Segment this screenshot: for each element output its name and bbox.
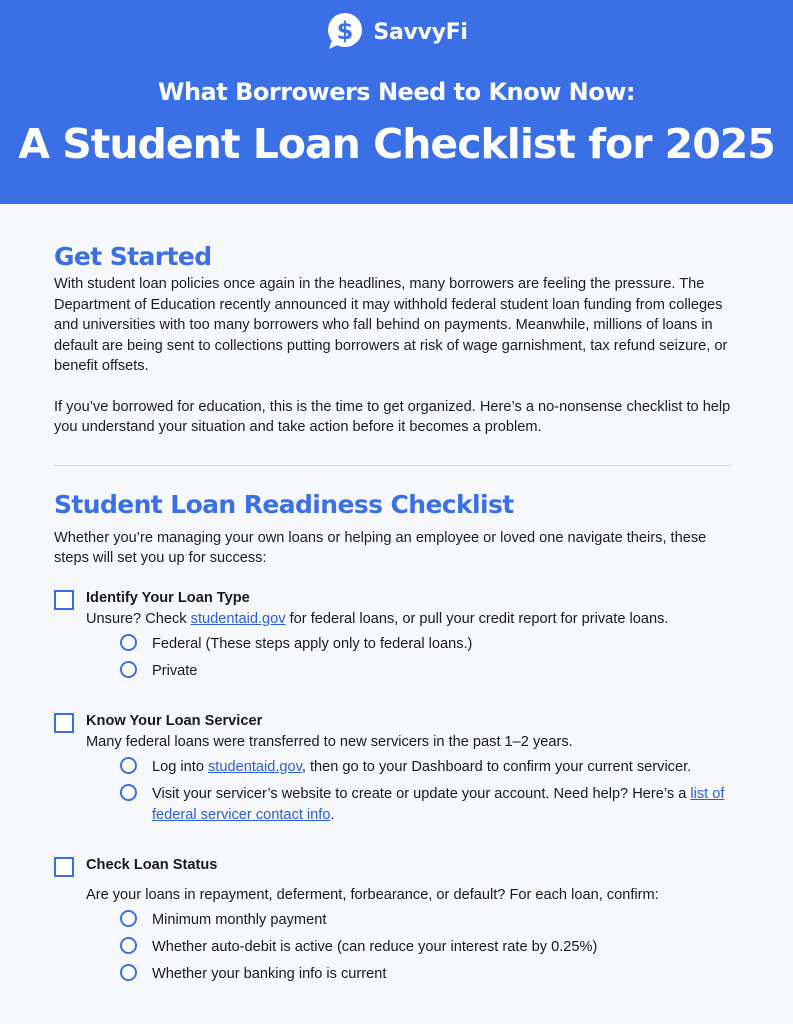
option-label: Federal (These steps apply only to federal loans.) (152, 635, 473, 652)
item-title: Identify Your Loan Type (86, 589, 250, 606)
option-label: . (330, 806, 335, 823)
option-login (120, 757, 734, 778)
chat-bubble-dollar-icon (325, 12, 365, 52)
radio-private[interactable] (120, 661, 137, 678)
svg-text:$: $ (337, 17, 354, 45)
radio-visit-servicer[interactable] (120, 784, 137, 801)
option-private (120, 661, 734, 682)
studentaid-link[interactable]: studentaid.gov (208, 758, 302, 775)
option-label: Whether auto-debit is active (can reduce your interest rate by 0.25%) (152, 938, 598, 955)
option-label: Visit your servicer’s website to create or update your account. Need help? Here’s a (152, 785, 691, 802)
desc-text: Unsure? Check (86, 610, 191, 627)
checkbox-servicer[interactable] (54, 713, 74, 733)
option-label: Log into (152, 758, 208, 775)
option-visit-servicer (120, 784, 734, 826)
get-started-paragraph-1: With student loan policies once again in the headlines, many borrowers are feeling the pressure. The Department of Education recently announced it may withhold federal student loan funding from colleges and universities with too many borrowers who fall behind on payments. Meanwhile, millions of loans in default are being sent to collections putting borrowers at risk of wage garnishment, tax refund seizure, or benefit offsets. (54, 276, 728, 374)
sub-options (86, 910, 734, 985)
section-divider (54, 465, 732, 466)
checklist-intro: Whether you’re managing your own loans or helping an employee or loved one navigate theirs, these steps will set you up for success: (54, 529, 707, 566)
option-label: Minimum monthly payment (152, 911, 327, 928)
checklist-item-loan-status (54, 854, 734, 985)
radio-login[interactable] (120, 757, 137, 774)
option-federal (120, 634, 734, 655)
brand (0, 12, 793, 52)
get-started-heading: Get Started (54, 242, 212, 271)
item-description (86, 609, 734, 630)
option-auto-debit (120, 937, 734, 958)
get-started-paragraph-2: If you’ve borrowed for education, this is the time to get organized. Here’s a no-nonsense checklist to help you understand your situation and take action before it becomes a problem. (54, 398, 731, 435)
checklist-item-servicer (54, 710, 734, 826)
page-subtitle: What Borrowers Need to Know Now: (158, 78, 635, 106)
item-description: Are your loans in repayment, deferment, forbearance, or default? For each loan, confirm: (86, 886, 659, 903)
checkbox-loan-type[interactable] (54, 590, 74, 610)
item-title: Know Your Loan Servicer (86, 712, 263, 729)
option-label: , then go to your Dashboard to confirm your current servicer. (301, 758, 692, 775)
page-header (0, 0, 793, 204)
checklist-heading: Student Loan Readiness Checklist (54, 489, 514, 519)
option-banking-info (120, 964, 734, 985)
checkbox-loan-status[interactable] (54, 857, 74, 877)
main-content (54, 240, 734, 991)
item-title: Check Loan Status (86, 856, 218, 873)
desc-text: for federal loans, or pull your credit report for private loans. (285, 610, 669, 627)
servicer-contact-link[interactable]: list of federal servicer contact info (152, 785, 725, 823)
radio-banking-info[interactable] (120, 964, 137, 981)
item-description: Many federal loans were transferred to new servicers in the past 1–2 years. (86, 733, 573, 750)
brand-name: SavvyFi (373, 19, 468, 45)
page-title: A Student Loan Checklist for 2025 (18, 120, 775, 168)
option-min-payment (120, 910, 734, 931)
radio-federal[interactable] (120, 634, 137, 651)
checklist-item-loan-type (54, 587, 734, 682)
option-label: Private (152, 662, 198, 679)
sub-options (86, 757, 734, 826)
studentaid-link[interactable]: studentaid.gov (190, 610, 286, 627)
option-label: Whether your banking info is current (152, 965, 387, 982)
sub-options (86, 634, 734, 682)
radio-min-payment[interactable] (120, 910, 137, 927)
radio-auto-debit[interactable] (120, 937, 137, 954)
